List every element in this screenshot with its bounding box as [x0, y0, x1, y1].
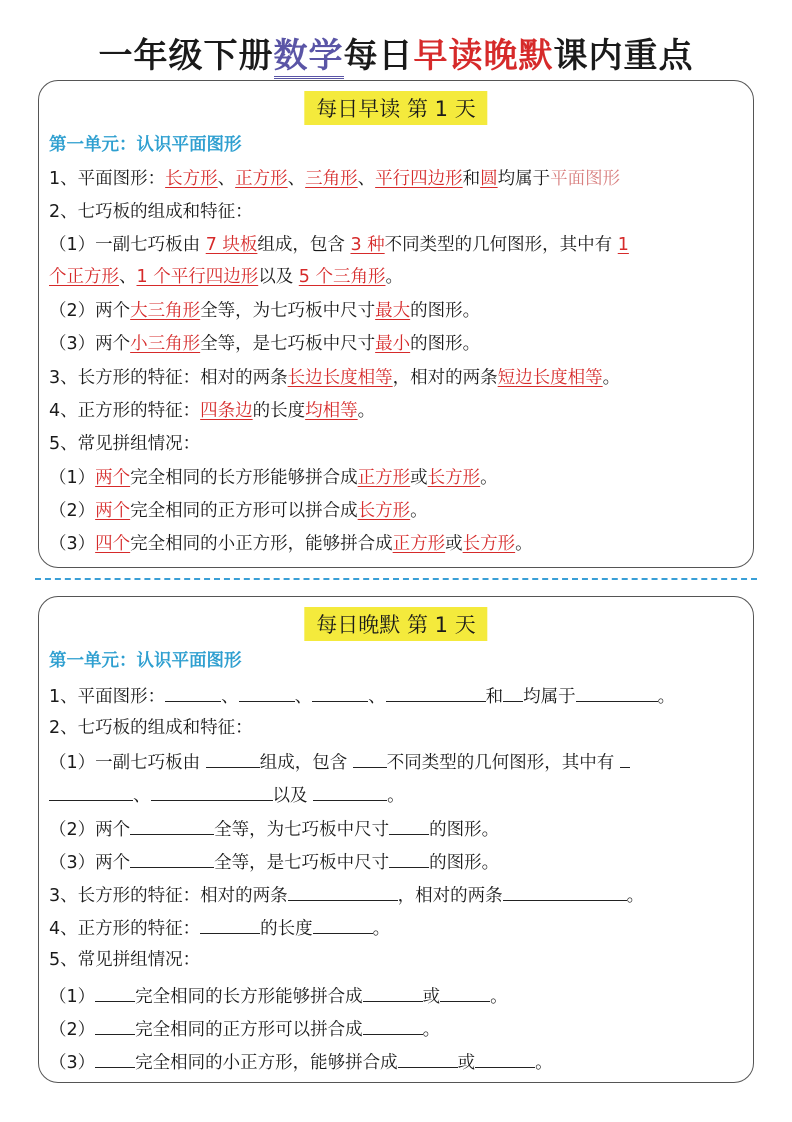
answer: 长边长度相等 — [287, 368, 393, 388]
text: 、 — [287, 169, 306, 189]
morning-line-12 — [49, 532, 533, 556]
answer: 正方形 — [392, 534, 446, 554]
text: （1） — [49, 987, 96, 1007]
answer: 长方形 — [357, 501, 411, 521]
text: 3、长方形的特征：相对的两条 — [49, 368, 288, 388]
text: 。 — [657, 687, 676, 707]
text: 不同类型的几何图形，其中有 — [384, 235, 618, 255]
text: 全等，为七巧板中尺寸 — [214, 820, 390, 840]
answer-blank[interactable] — [353, 749, 387, 768]
answer: 短边长度相等 — [497, 368, 603, 388]
text: （1）一副七巧板由 — [49, 753, 206, 773]
text: 以及 — [258, 267, 299, 287]
answer: 两个 — [95, 468, 131, 488]
dashed-divider — [35, 578, 757, 580]
answer-blank[interactable] — [312, 683, 368, 702]
morning-line-3 — [49, 233, 629, 257]
morning-line-11 — [49, 499, 428, 523]
text: 1、平面图形： — [49, 169, 166, 189]
answer-blank[interactable] — [389, 816, 429, 835]
text: 4、正方形的特征： — [49, 919, 201, 939]
text: 。 — [387, 786, 405, 806]
text: 的图形。 — [410, 301, 481, 321]
text: 完全相同的正方形可以拼合成 — [135, 1020, 363, 1040]
text: 完全相同的小正方形，能够拼合成 — [130, 534, 393, 554]
answer-blank[interactable] — [313, 782, 387, 801]
answer-blank[interactable] — [95, 1049, 135, 1068]
answer-blank[interactable] — [576, 683, 658, 702]
morning-line-7 — [49, 366, 620, 390]
morning-line-2: 2、七巧板的组成和特征： — [49, 202, 253, 222]
text: 或 — [422, 987, 441, 1007]
text: 全等，是七巧板中尺寸 — [200, 334, 376, 354]
answer-blank[interactable] — [475, 1049, 535, 1068]
text: 、 — [221, 687, 239, 707]
morning-line-5 — [49, 299, 480, 323]
answer-blank[interactable] — [620, 749, 630, 768]
text: 、 — [294, 687, 313, 707]
text: 均属于 — [497, 169, 551, 189]
text: 均属于 — [523, 687, 576, 707]
answer: 1 — [617, 235, 629, 255]
text: 完全相同的长方形能够拼合成 — [135, 987, 363, 1007]
text: （3）两个 — [49, 334, 131, 354]
title-part-5: 课内重点 — [553, 36, 694, 76]
answer-blank[interactable] — [130, 816, 214, 835]
evening-line-4 — [49, 782, 405, 808]
text: 。 — [535, 1053, 553, 1073]
text: 。 — [490, 987, 508, 1007]
answer: 圆 — [480, 169, 498, 189]
answer-blank[interactable] — [389, 849, 429, 868]
text: （1） — [49, 468, 96, 488]
text: 。 — [357, 401, 376, 421]
text: 或 — [457, 1053, 476, 1073]
evening-header: 每日晚默 第 1 天 — [304, 607, 487, 641]
morning-header: 每日早读 第 1 天 — [304, 91, 487, 125]
text: （2）两个 — [49, 820, 131, 840]
text: 。 — [480, 468, 498, 488]
morning-line-10 — [49, 466, 498, 490]
evening-line-11 — [49, 1016, 440, 1042]
title-part-morning-evening: 早读晚默 — [413, 36, 554, 76]
answer-blank[interactable] — [363, 1016, 423, 1035]
answer: 均相等 — [305, 401, 358, 421]
answer: 正方形 — [235, 169, 288, 189]
answer-blank[interactable] — [95, 1016, 135, 1035]
text: 4、正方形的特征： — [49, 401, 201, 421]
text: （3）两个 — [49, 853, 131, 873]
text: 全等，是七巧板中尺寸 — [214, 853, 390, 873]
answer-blank[interactable] — [130, 849, 214, 868]
answer: 长方形 — [427, 468, 481, 488]
text: 的图形。 — [410, 334, 481, 354]
text: 3、长方形的特征：相对的两条 — [49, 886, 288, 906]
text: 和 — [462, 169, 481, 189]
text: 的长度 — [252, 401, 306, 421]
evening-line-3 — [49, 749, 630, 775]
text: 以及 — [272, 786, 314, 806]
answer: 三角形 — [305, 169, 358, 189]
answer: 小三角形 — [130, 334, 201, 354]
evening-line-5 — [49, 816, 499, 842]
answer-blank[interactable] — [49, 782, 133, 801]
answer: 大三角形 — [130, 301, 201, 321]
text: 。 — [372, 919, 391, 939]
answer: 1 个平行四边形 — [136, 267, 259, 287]
answer-blank[interactable] — [386, 683, 486, 702]
evening-line-7 — [49, 882, 644, 908]
morning-reading-card — [38, 80, 754, 568]
answer-blank[interactable] — [151, 782, 273, 801]
evening-line-12 — [49, 1049, 553, 1075]
text: 全等，为七巧板中尺寸 — [200, 301, 376, 321]
text: 的图形。 — [429, 853, 500, 873]
morning-line-6 — [49, 332, 480, 356]
text: 或 — [445, 534, 463, 554]
text: 完全相同的正方形可以拼合成 — [130, 501, 358, 521]
answer: 四条边 — [200, 401, 253, 421]
morning-line-8 — [49, 399, 375, 423]
morning-line-9: 5、常见拼组情况： — [49, 434, 201, 454]
text: 、 — [133, 786, 151, 806]
answer: 两个 — [95, 501, 131, 521]
answer-blank[interactable] — [165, 683, 221, 702]
answer-blank[interactable] — [288, 882, 398, 901]
morning-line-1 — [49, 167, 620, 191]
text: ，相对的两条 — [392, 368, 498, 388]
text: （3） — [49, 1053, 96, 1073]
evening-line-6 — [49, 849, 499, 875]
text: 和 — [485, 687, 504, 707]
evening-line-10 — [49, 983, 508, 1009]
faded-answer: 平面图形 — [550, 169, 621, 189]
evening-line-8 — [49, 915, 390, 941]
answer-blank[interactable] — [503, 882, 627, 901]
text: （2） — [49, 1020, 96, 1040]
morning-line-4 — [49, 265, 403, 289]
text: 组成，包含 — [257, 235, 351, 255]
text: 、 — [368, 687, 386, 707]
text: 、 — [119, 267, 137, 287]
text: 1、平面图形： — [49, 687, 166, 707]
answer-blank[interactable] — [398, 1049, 458, 1068]
text: （1）一副七巧板由 — [49, 235, 206, 255]
text: 。 — [422, 1020, 441, 1040]
answer: 7 块板 — [205, 235, 258, 255]
text: 完全相同的小正方形，能够拼合成 — [135, 1053, 398, 1073]
evening-dictation-card — [38, 596, 754, 1083]
text: 。 — [626, 886, 645, 906]
text: （2）两个 — [49, 301, 131, 321]
title-part-1: 一年级下册 — [98, 36, 274, 76]
text: 组成，包含 — [259, 753, 353, 773]
answer: 3 种 — [350, 235, 385, 255]
answer-blank[interactable] — [95, 983, 135, 1002]
text: 或 — [410, 468, 428, 488]
answer-blank[interactable] — [200, 915, 260, 934]
answer: 最大 — [375, 301, 411, 321]
text: 的图形。 — [429, 820, 500, 840]
answer-blank[interactable] — [239, 683, 295, 702]
answer-blank[interactable] — [440, 983, 490, 1002]
answer: 最小 — [375, 334, 411, 354]
evening-line-9: 5、常见拼组情况： — [49, 950, 201, 970]
answer: 平行四边形 — [375, 169, 463, 189]
answer: 个正方形 — [49, 267, 119, 287]
text: 。 — [410, 501, 428, 521]
text: 完全相同的长方形能够拼合成 — [130, 468, 358, 488]
title-part-math: 数学 — [274, 36, 344, 79]
answer-blank[interactable] — [313, 915, 373, 934]
title-part-3: 每日 — [343, 36, 414, 76]
morning-unit-heading: 第一单元：认识平面图形 — [49, 135, 242, 155]
page-title — [0, 28, 792, 77]
text: 、 — [357, 169, 376, 189]
text: 。 — [515, 534, 533, 554]
answer-blank[interactable] — [206, 749, 260, 768]
evening-line-1 — [49, 683, 675, 709]
text: ，相对的两条 — [397, 886, 503, 906]
text: （3） — [49, 534, 96, 554]
text: 不同类型的几何图形，其中有 — [386, 753, 620, 773]
answer-blank[interactable] — [363, 983, 423, 1002]
answer: 长方形 — [165, 169, 218, 189]
text: 、 — [217, 169, 236, 189]
text: 。 — [602, 368, 621, 388]
answer-blank[interactable] — [503, 683, 523, 702]
answer: 长方形 — [462, 534, 516, 554]
answer: 正方形 — [357, 468, 411, 488]
text: （2） — [49, 501, 96, 521]
text: 的长度 — [260, 919, 313, 939]
answer: 5 个三角形 — [298, 267, 386, 287]
text: 。 — [385, 267, 403, 287]
evening-unit-heading: 第一单元：认识平面图形 — [49, 651, 242, 671]
evening-line-2: 2、七巧板的组成和特征： — [49, 718, 253, 738]
answer: 四个 — [95, 534, 131, 554]
